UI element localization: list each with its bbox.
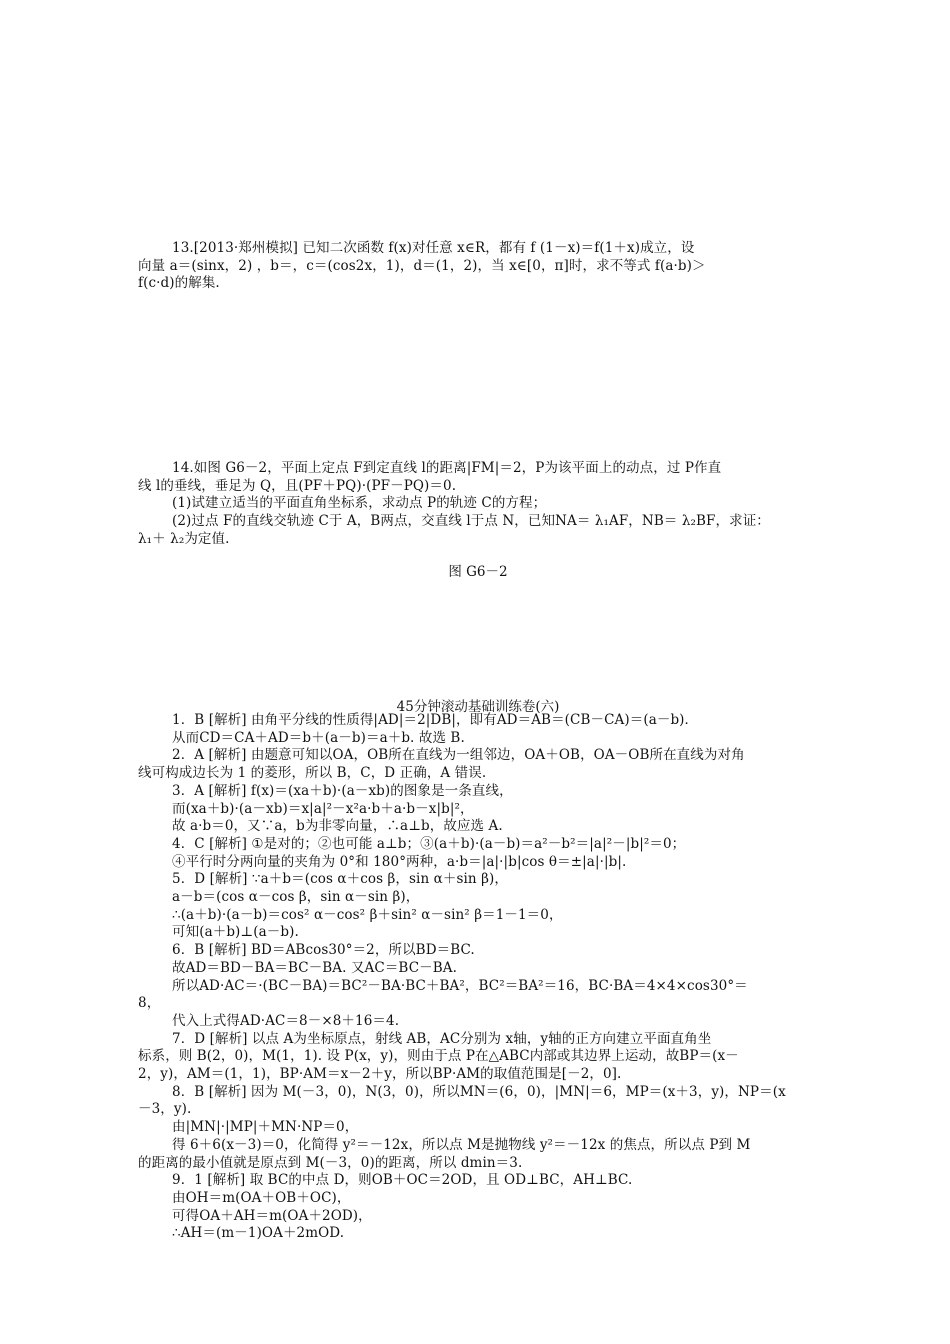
problem-13-line-2: 向量 a＝(sinx，2) ，b＝，c＝(cos2x，1)，d＝(1，2)，当 x∈[0，π]时，求不等式 f(a·b)＞: [138, 257, 706, 274]
answer-line: 线可构成边长为 1 的菱形，所以 B，C，D 正确，A 错误.: [138, 765, 487, 782]
answer-line: a－b＝(cos α－cos β，sin α－sin β)，: [172, 889, 420, 906]
problem-14-line-2: 线 l的垂线，垂足为 Q，且(PF＋PQ)·(PF－PQ)＝0.: [138, 477, 457, 494]
problem-13: [138, 240, 818, 293]
answer-line: 5．D [解析] ∵a＋b＝(cos α＋cos β，sin α＋sin β)，: [172, 871, 508, 888]
answer-line: 所以AD·AC＝·(BC－BA)＝BC²－BA·BC＋BA²，BC²＝BA²＝16，BC·BA＝4×4×cos30°＝: [172, 977, 748, 994]
answer-line: 1．B [解析] 由角平分线的性质得|AD|＝2|DB|，即有AD＝AB＝(CB－CA)＝(a－b)．: [172, 712, 699, 728]
problem-13-line-1: 13.[2013·郑州模拟] 已知二次函数 f(x)对任意 x∈R，都有 f (1－x)＝f(1＋x)成立，设: [172, 240, 695, 256]
answer-line: 故AD＝BD－BA＝BC－BA. 又AC＝BC－BA.: [172, 959, 457, 976]
answer-line: 7．D [解析] 以点 A为坐标原点，射线 AB，AC分别为 x轴，y轴的正方向建立平面直角坐: [172, 1030, 712, 1047]
answer-line: ∴(a＋b)·(a－b)＝cos² α－cos² β＋sin² α－sin² β＝1－1＝0，: [172, 906, 563, 923]
answer-line: 8，: [138, 995, 161, 1012]
answer-line: 9．1 [解析] 取 BC的中点 D，则OB＋OC＝2OD，且 OD⊥BC，AH⊥BC.: [172, 1172, 633, 1189]
answer-line: 2．A [解析] 由题意可知以OA，OB所在直线为一组邻边，OA＋OB，OA－OB所在直线为对角: [172, 747, 745, 764]
problem-14-line-5: λ₁＋ λ₂为定值.: [138, 530, 230, 547]
answer-line: 3．A [解析] f(x)＝(xa＋b)·(a－xb)的图象是一条直线，: [172, 782, 513, 799]
problem-14-line-3: (1)试建立适当的平面直角坐标系，求动点 P的轨迹 C的方程；: [172, 495, 547, 512]
answer-line: 而(xa＋b)·(a－xb)＝x|a|²－x²a·b＋a·b－x|b|²，: [172, 800, 474, 817]
answer-line: 4．C [解析] ①是对的；②也可能 a⊥b；③(a＋b)·(a－b)＝a²－b²＝|a|²－|b|²＝0；: [172, 835, 686, 852]
problem-14: [138, 460, 818, 549]
answer-line: 由OH＝m(OA＋OB＋OC)，: [172, 1189, 351, 1206]
answers-title: 45分钟滚动基础训练卷(六): [396, 699, 560, 715]
answer-line: 得 6＋6(x－3)＝0，化简得 y²＝－12x，所以点 M是抛物线 y²＝－12x 的焦点，所以点 P到 M: [172, 1136, 751, 1153]
answer-line: 6．B [解析] BD＝ABcos30°＝2，所以BD＝BC.: [172, 942, 475, 959]
problem-14-line-4: (2)过点 F的直线交轨迹 C于 A，B两点，交直线 l于点 N，已知NA＝ λ₁AF，NB＝ λ₂BF，求证：: [172, 513, 770, 530]
problem-14-line-1: 14.如图 G6－2，平面上定点 F到定直线 l的距离|FM|＝2，P为该平面上的动点，过 P作直: [172, 460, 722, 476]
figure-caption: 图 G6－2: [448, 564, 508, 580]
answer-line: 代入上式得AD·AC＝8－×8＋16＝4.: [172, 1012, 400, 1029]
answer-line: 从而CD＝CA＋AD＝b＋(a－b)＝a＋b. 故选 B.: [172, 729, 465, 746]
answer-line: 的距离的最小值就是原点到 M(－3，0)的距离，所以 dmin＝3.: [138, 1154, 523, 1171]
answer-line: －3，y).: [138, 1101, 192, 1118]
answer-line: 由|MN|·|MP|＋MN·NP＝0，: [172, 1119, 359, 1136]
answers-list: [138, 712, 818, 1243]
answer-line: 故 a·b＝0，又∵a，b为非零向量，∴a⊥b，故应选 A.: [172, 818, 503, 835]
answer-line: 可知(a＋b)⊥(a－b).: [172, 924, 299, 941]
answer-line: 标系，则 B(2，0)，M(1，1). 设 P(x，y)，则由于点 P在△ABC内部或其边界上运动，故BP＝(x－: [138, 1048, 739, 1065]
problem-13-line-3: f(c·d)的解集.: [138, 275, 220, 292]
answer-line: ∴AH＝(m－1)OA＋2mOD.: [172, 1225, 345, 1242]
answer-line: ④平行时分两向量的夹角为 0°和 180°两种，a·b＝|a|·|b|cos θ＝±|a|·|b|.: [172, 853, 627, 870]
answer-line: 8．B [解析] 因为 M(－3，0)，N(3，0)，所以MN＝(6，0)，|MN|＝6，MP＝(x＋3，y)，NP＝(x: [172, 1083, 786, 1100]
answer-line: 可得OA＋AH＝m(OA＋2OD)，: [172, 1207, 372, 1224]
answer-line: 2，y)，AM＝(1，1)，BP·AM＝x－2＋y，所以BP·AM的取值范围是[－2，0].: [138, 1066, 622, 1083]
